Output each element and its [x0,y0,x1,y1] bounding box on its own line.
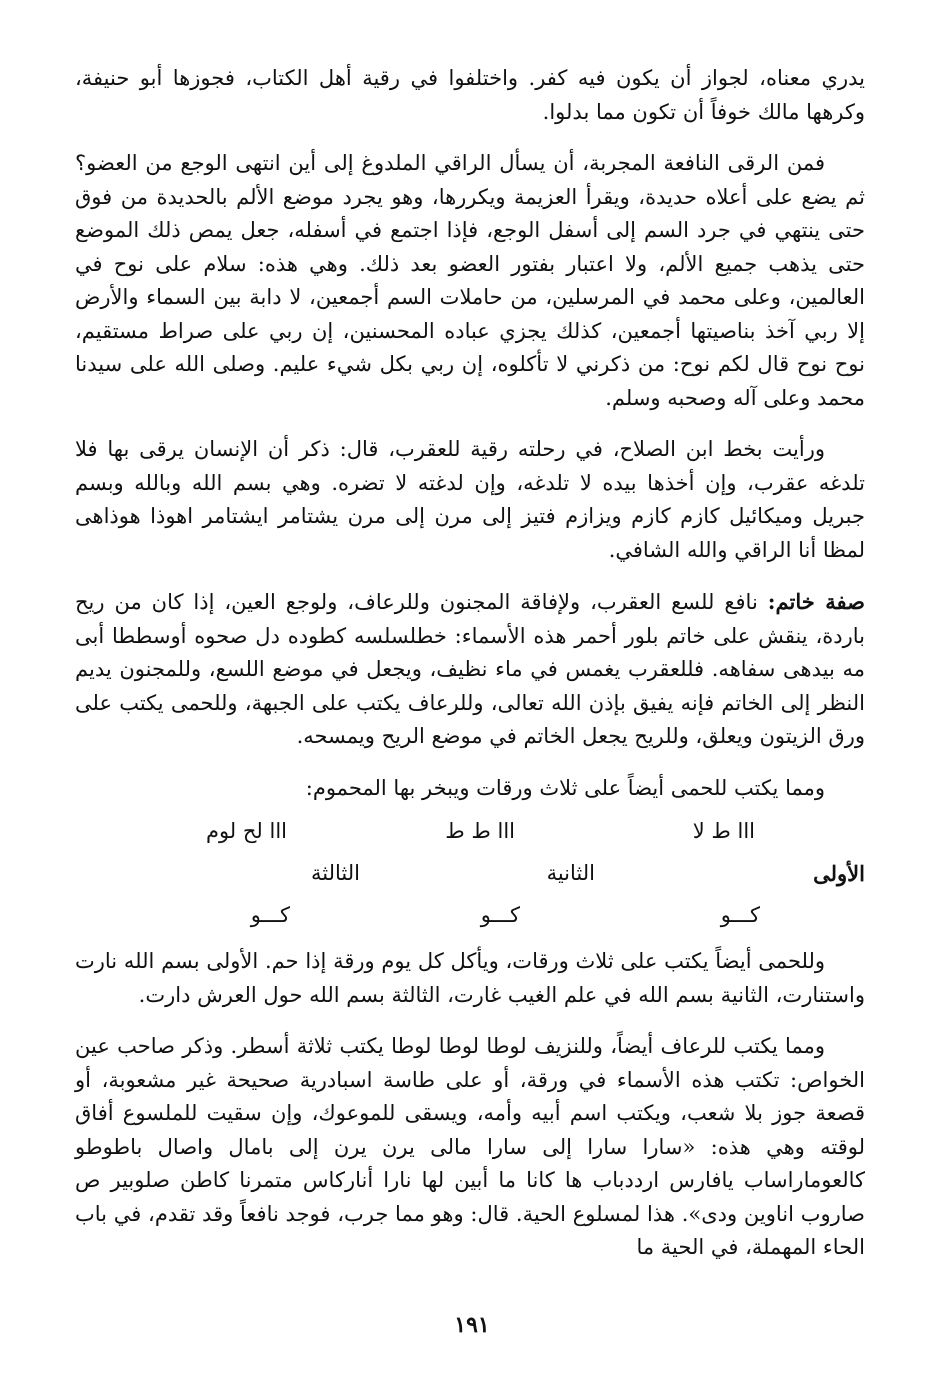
amulet-label-first: الأولى [813,861,865,886]
amulet-second-letters: ااا ط ط [445,819,515,843]
amulet-table [75,819,865,937]
page-body [75,62,865,1265]
paragraph-2: فمن الرقى النافعة المجربة، أن يسأل الراقي الملدوغ إلى أين انتهى الوجع من العضو؟ ثم يضع على أعلاه حديدة، ويقرأ العزيمة ويكررها، وهو يجرد موضع الألم بالحديدة من فوق حتى ينتهي في جرد السم إلى أسفل الوجع، فإذا اجتمع في أسفله، جعل يمص ذلك الموضع حتى يذهب جميع الألم، ولا اعتبار بفتور العضو بعد ذلك. وهي هذه: سلام على نوح في العالمين، وعلى محمد في المرسلين، من حاملات السم أجمعين، لا دابة بين السماء والأرض إلا ربي آخذ بناصيتها أجمعين، كذلك يجزي عباده المحسنين، إن ربي على صراط مستقيم، نوح نوح قال لكم نوح: من ذكرني لا تأكلوه، إن ربي بكل شيء عليم. وصلى الله على سيدنا محمد وعلى آله وصحبه وسلم. [75,151,865,410]
fever-intro: ومما يكتب للحمى أيضاً على ثلاث ورقات ويبخر بها المحموم: [305,775,825,800]
paragraph-nosebleed: ومما يكتب للرعاف أيضاً، وللنزيف لوطا لوطا لوطا يكتب ثلاثة أسطر. وذكر صاحب عين الخواص: تكتب هذه الأسماء في ورقة، أو على طاسة اسبادرية صحيحة غير مشعوبة، أو قصعة جوز بلا شعب، ويكتب اسم أبيه وأمه، ويسقى للموعوك، وإن سقيت للملسوع أفاق لوقته وهي هذه: «سارا سارا إلى سارا مالى يرن يرن إلى بامال واصال باطوطو كالعوماراساب يافارس ارددباب ها كانا ما أبين لها نارا أناركاس متمرنا كاطن صلوبير ص صاروب اناوين ودى». هذا لمسلوع الحية. قال: وهو مما جرب، فوجد نافعاً وقد تقدم، في باب الحاء المهملة، في الحية ما [75,1034,865,1259]
amulet-second-ku: كـــو [480,903,520,927]
page-number: ١٩١ [454,1312,490,1338]
amulet-label-third: الثالثة [311,861,360,885]
khatam-heading: صفة خاتم: [767,589,865,614]
amulet-third-letters: ااا لح لوم [205,819,287,843]
amulet-third-ku: كـــو [250,903,290,927]
amulet-first-letters: ااا ط لا [692,819,755,843]
amulet-label-second: الثانية [546,861,595,885]
amulet-first-ku: كـــو [720,903,760,927]
paragraph-fever-leaves: وللحمى أيضاً يكتب على ثلاث ورقات، ويأكل كل يوم ورقة إذا حم. الأولى بسم الله نارت واستنارت، الثانية بسم الله في علم الغيب غارت، الثالثة بسم الله حول العرش دارت. [75,949,865,1007]
paragraph-khatam [75,585,865,754]
paragraph-3: ورأيت بخط ابن الصلاح، في رحلته رقية للعقرب، قال: ذكر أن الإنسان يرقى بها فلا تلدغه عقرب، وإن أخذها بيده لا تلدغه، وإن لدغته لا تضره. وهي بسم الله وبالله وبسم جبريل وميكائيل كازم كازم ويزازم فتيز إلى مرن إلى مرن يشتامر ايشتامر اهوذا هوذاهى لمظا أنا الراقي والله الشافي. [75,437,865,562]
paragraph-1: يدري معناه، لجواز أن يكون فيه كفر. واختلفوا في رقية أهل الكتاب، فجوزها أبو حنيفة، وكرهها مالك خوفاً أن تكون مما بدلوا. [75,66,865,124]
khatam-text: نافع للسع العقرب، ولإفاقة المجنون وللرعاف، ولوجع العين، إذا كان من ريح باردة، ينقش على خاتم بلور أحمر هذه الأسماء: خطلسلسه كطوده دل صحوه أوسططا أبى مه بيدهى سفاهه. فللعقرب يغمس في ماء نظيف، ويجعل في موضع اللسع، وللمجنون يديم النظر إلى الخاتم فإنه يفيق بإذن الله تعالى، وللرعاف يكتب على الجبهة، وللحمى يكتب على ورق الزيتون ويعلق، وللريح يجعل الخاتم في موضع الريح ويمسحه. [75,590,865,748]
